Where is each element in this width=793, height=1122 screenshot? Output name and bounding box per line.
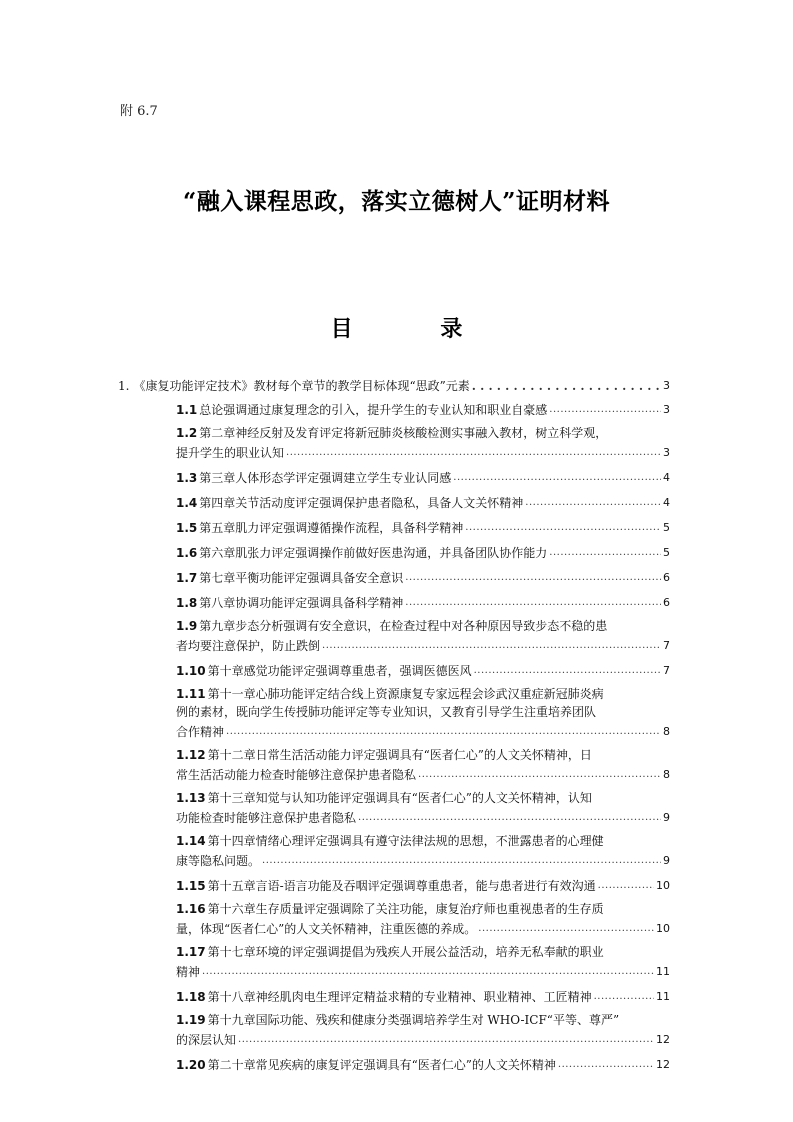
toc-dot-leader <box>549 399 661 419</box>
toc-dot-leader <box>453 467 661 487</box>
toc-entry[interactable] <box>118 1054 670 1074</box>
toc-entry[interactable] <box>118 943 670 981</box>
toc-dot-leader <box>358 807 661 827</box>
toc-page-number: 10 <box>656 922 670 935</box>
toc-entry[interactable] <box>118 986 670 1006</box>
toc-page-number: 8 <box>663 725 670 738</box>
toc-entry[interactable] <box>118 1011 670 1049</box>
toc-entry-number: 1.18 <box>176 990 206 1004</box>
toc-entry-text: 合作精神 <box>176 725 225 739</box>
toc-page-number: 11 <box>656 990 670 1003</box>
toc-heading: 目 录 <box>330 316 503 342</box>
toc-entry[interactable] <box>118 746 670 784</box>
toc-entry[interactable] <box>118 542 670 562</box>
toc-entry-number: 1.17 <box>176 945 206 959</box>
toc-dot-leader <box>478 918 654 938</box>
toc-entry-text-line: 1.2 第二章神经反射及发育评定将新冠肺炎核酸检测实事融入教材，树立科学观， <box>176 426 608 440</box>
toc-entry-text: 精神 <box>176 965 201 979</box>
toc-dot-leader <box>418 764 661 784</box>
toc-entry-text-line: 例的素材，既向学生传授肺功能评定等专业知识，又教育引导学生注重培养团队 <box>176 705 597 719</box>
toc-page-number: 8 <box>663 768 670 781</box>
toc-page-number: 7 <box>663 664 670 677</box>
toc-entry[interactable] <box>118 832 670 870</box>
toc-dot-leader <box>405 567 661 587</box>
toc-entry-text: 1.6 第六章肌张力评定强调操作前做好医患沟通，并具备团队协作能力 <box>176 546 548 560</box>
toc-entry[interactable] <box>118 875 670 895</box>
toc-page-number: 12 <box>656 1033 670 1046</box>
toc-dot-leader <box>262 850 661 870</box>
toc-entry-text: 者均要注意保护，防止跌倒 <box>176 639 321 653</box>
toc-entry-text: 1.8 第八章协调功能评定强调具备科学精神 <box>176 596 404 610</box>
toc-entry[interactable] <box>118 900 670 938</box>
toc-entry-text: 1. 《康复功能评定技术》教材每个章节的教学目标体现“思政”元素 <box>118 379 470 393</box>
toc-page-number: 11 <box>656 965 670 978</box>
toc-page-number: 4 <box>663 496 670 509</box>
toc-page-number: 6 <box>663 596 670 609</box>
document-title: “融入课程思政，落实立德树人”证明材料 <box>183 188 610 215</box>
toc-dot-leader <box>405 592 661 612</box>
toc-entry-number: 1. <box>118 379 130 393</box>
toc-dot-leader <box>226 721 661 741</box>
toc-dot-leader <box>286 442 661 462</box>
toc-entry-number: 1.13 <box>176 791 206 805</box>
toc-dot-leader <box>525 492 661 512</box>
toc-entry-number: 1.14 <box>176 834 206 848</box>
toc-entry[interactable] <box>118 424 670 462</box>
toc-entry[interactable] <box>118 592 670 612</box>
toc-entry-text-line: 1.16 第十六章生存质量评定强调除了关注功能，康复治疗师也重视患者的生存质 <box>176 902 604 916</box>
toc-entry-number: 1.19 <box>176 1013 206 1027</box>
toc-entry[interactable] <box>118 789 670 827</box>
toc-page-number: 5 <box>663 521 670 534</box>
toc-entry-number: 1.11 <box>176 687 206 701</box>
toc-entry[interactable] <box>118 467 670 487</box>
toc-page-number: 3 <box>663 446 670 459</box>
toc-entry-text-line: 1.12 第十二章日常生活活动能力评定强调具有“医者仁心”的人文关怀精神，日 <box>176 748 592 762</box>
toc-entry-text: 提升学生的职业认知 <box>176 446 285 460</box>
toc-entry-text-line: 1.19 第十九章国际功能、残疾和健康分类强调培养学生对 WHO-ICF“平等、尊严” <box>176 1013 620 1027</box>
toc-entry-text-line: 1.14 第十四章情绪心理评定强调具有遵守法律法规的思想，不泄露患者的心理健 <box>176 834 604 848</box>
toc-entry[interactable] <box>118 685 670 741</box>
toc-entry-number: 1.8 <box>176 596 198 610</box>
toc-entry-number: 1.4 <box>176 496 198 510</box>
toc-entry-text: 量，体现“医者仁心”的人文关怀精神，注重医德的养成。 <box>176 922 477 936</box>
toc-entry-text: 功能检查时能够注意保护患者隐私 <box>176 811 357 825</box>
toc-dot-leader <box>465 517 661 537</box>
toc-entry-text: 的深层认知 <box>176 1033 237 1047</box>
toc-entry[interactable] <box>118 517 670 537</box>
toc-dot-leader <box>549 542 661 562</box>
toc-entry-text: 1.5 第五章肌力评定强调遵循操作流程，具备科学精神 <box>176 521 464 535</box>
toc-entry-text: 1.7 第七章平衡功能评定强调具备安全意识 <box>176 571 404 585</box>
toc-page-number: 7 <box>663 639 670 652</box>
toc-page-number: 4 <box>663 471 670 484</box>
toc-entry-number: 1.9 <box>176 619 198 633</box>
attachment-tag: 附 6.7 <box>120 104 158 119</box>
toc-entry-text: 1.10 第十章感觉功能评定强调尊重患者，强调医德医风 <box>176 664 472 678</box>
toc-entry-text: 1.20 第二十章常见疾病的康复评定强调具有“医者仁心”的人文关怀精神 <box>176 1058 556 1072</box>
toc-entry-text-line: 1.17 第十七章环境的评定强调提倡为残疾人开展公益活动，培养无私奉献的职业 <box>176 945 604 959</box>
toc-page-number: 5 <box>663 546 670 559</box>
toc-dot-leader <box>322 635 661 655</box>
toc-dot-leader <box>238 1029 654 1049</box>
toc-entry[interactable] <box>118 377 670 395</box>
toc-dot-leader <box>474 660 661 680</box>
toc-entry-text: 1.3 第三章人体形态学评定强调建立学生专业认同感 <box>176 471 452 485</box>
toc-page-number: 3 <box>663 379 670 392</box>
toc-page-number: 6 <box>663 571 670 584</box>
toc-dot-leader <box>558 1054 654 1074</box>
toc-entry-text: 1.1 总论强调通过康复理念的引入，提升学生的专业认知和职业自豪感 <box>176 403 548 417</box>
toc-entry[interactable] <box>118 399 670 419</box>
toc-entry-number: 1.12 <box>176 748 206 762</box>
toc-entry-number: 1.1 <box>176 403 198 417</box>
toc-page-number: 10 <box>656 879 670 892</box>
toc-entry-number: 1.3 <box>176 471 198 485</box>
toc-dot-leader <box>202 961 654 981</box>
toc-page-number: 3 <box>663 403 670 416</box>
toc-dot-leader <box>472 377 661 395</box>
toc-entry-text-line: 1.11 第十一章心肺功能评定结合线上资源康复专家远程会诊武汉重症新冠肺炎病 <box>176 687 604 701</box>
toc-entry[interactable] <box>118 492 670 512</box>
toc-entry-text: 1.4 第四章关节活动度评定强调保护患者隐私，具备人文关怀精神 <box>176 496 524 510</box>
toc-entry-number: 1.6 <box>176 546 198 560</box>
toc-entry-number: 1.7 <box>176 571 198 585</box>
toc-entry-number: 1.2 <box>176 426 198 440</box>
toc-entry-text: 1.15 第十五章言语-语言功能及吞咽评定强调尊重患者，能与患者进行有效沟通 <box>176 879 596 893</box>
toc-entry-text-line: 1.9 第九章步态分析强调有安全意识，在检查过程中对各种原因导致步态不稳的患 <box>176 619 608 633</box>
toc-page-number: 9 <box>663 854 670 867</box>
toc-entry-text: 康等隐私问题。 <box>176 854 261 868</box>
toc-entry[interactable] <box>118 617 670 655</box>
toc-dot-leader <box>598 875 654 895</box>
toc-page-number: 9 <box>663 811 670 824</box>
toc-entry-text: 1.18 第十八章神经肌肉电生理评定精益求精的专业精神、职业精神、工匠精神 <box>176 990 592 1004</box>
toc-entry[interactable] <box>118 660 670 680</box>
toc-entry-number: 1.15 <box>176 879 206 893</box>
toc-entry-text: 常生活活动能力检查时能够注意保护患者隐私 <box>176 768 417 782</box>
table-of-contents <box>118 377 670 1079</box>
toc-entry-number: 1.16 <box>176 902 206 916</box>
toc-page-number: 12 <box>656 1058 670 1071</box>
toc-entry[interactable] <box>118 567 670 587</box>
toc-entry-number: 1.5 <box>176 521 198 535</box>
toc-entry-number: 1.10 <box>176 664 206 678</box>
toc-entry-text-line: 1.13 第十三章知觉与认知功能评定强调具有“医者仁心”的人文关怀精神，认知 <box>176 791 592 805</box>
toc-dot-leader <box>594 986 654 1006</box>
toc-entry-number: 1.20 <box>176 1058 206 1072</box>
